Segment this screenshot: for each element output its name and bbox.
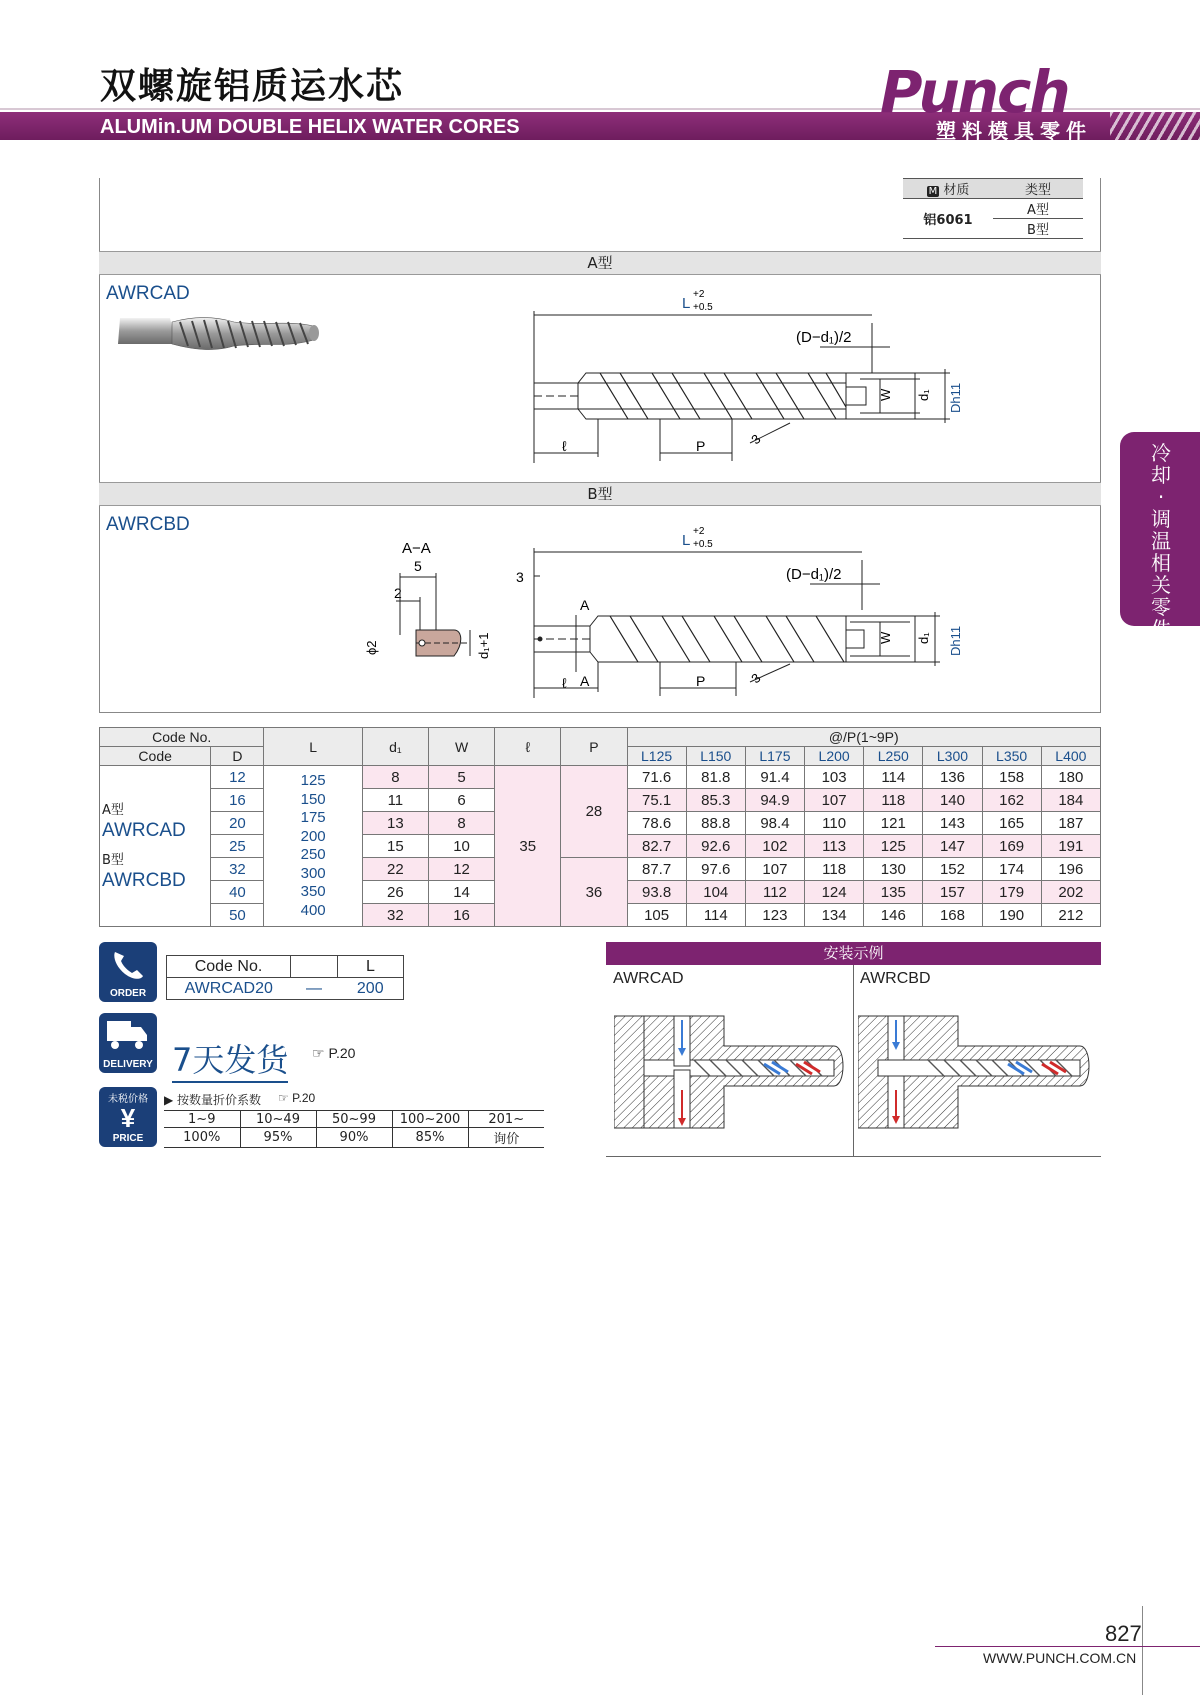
table-row: A型 AWRCAD B型 AWRCBD 12 125 150 175 200 250 300 350 400 8 5 35 28 71.6 81.8 91.4 103 114 136 158 180 [100,766,1101,789]
type-b-label: B型 [102,853,124,868]
type-a-code: AWRCAD [102,820,186,841]
l200-header: L200 [805,747,864,766]
section-b-bar: B型 [99,482,1101,506]
install-label-b: AWRCBD [860,970,931,987]
b-A-bottom: A [580,673,590,689]
delivery-ref[interactable]: ☞ P.20 [312,1045,356,1061]
table-row: 32 22 12 36 87.7 97.6 107 118 130 152 174 196 [100,858,1101,881]
section-dim-5: 5 [414,558,422,574]
l250-header: L250 [864,747,923,766]
material-header: M 材质 [903,179,993,199]
a-type-drawing [520,283,990,468]
l350-header: L350 [982,747,1041,766]
price-icon: 未税价格 ¥ PRICE [99,1087,157,1147]
order-icon: ORDER [99,942,157,1002]
table-row: 50 32 16 105 114 123 134 146 168 190 212 [100,904,1101,927]
a-L-tol-up: +2 [693,289,705,300]
install-divider [853,965,854,1157]
b-section-view [360,535,510,675]
ell-header: ℓ [495,728,561,766]
b-L-tol-down: +0.5 [693,539,713,550]
b-type-drawing [510,520,990,700]
a-L-label: L [682,295,691,312]
phone-icon [99,942,157,986]
page-title-cn: 双螺旋铝质运水芯 [100,66,405,107]
cell-W: 5 [428,766,494,789]
spec-table [99,727,1101,927]
cell-D: 40 [211,881,264,904]
model-codes-cell [100,766,211,927]
P-header: P [561,728,627,766]
type-a: A型 [993,199,1083,219]
section-phi2: ϕ2 [364,640,379,655]
b-Dh11-label: Dh11 [948,625,963,656]
b-L-tol-up: +2 [693,526,705,537]
install-drawing-a [614,1010,850,1134]
a-Dh11-label: Dh11 [948,382,963,413]
order-code-value: AWRCAD20 [167,978,291,1000]
b-d1-label: d₁ [916,632,931,644]
table-row: 20 13 8 78.6 88.8 98.4 110 121 143 165 187 [100,812,1101,835]
header-stripes [1110,112,1200,140]
model-label-a: AWRCAD [106,283,190,304]
code-no-header: Code No. [100,728,264,747]
page-number: 827 [1105,1621,1142,1646]
L-values-cell: 125 150 175 200 250 300 350 400 [264,766,362,927]
P-value-28: 28 [561,766,627,858]
b-3-label: 3 [748,670,764,687]
brand-subtitle: 塑料模具零件 [936,119,1092,143]
a-d1-label: d₁ [916,389,931,401]
page-title-en: ALUMin.UM DOUBLE HELIX WATER CORES [100,116,520,138]
b-ell-label: ℓ [562,675,567,691]
order-example-table [166,955,404,1000]
cell-D: 20 [211,812,264,835]
a-offset-label: (D−d₁)/2 [796,329,852,346]
type-header: 类型 [993,179,1083,199]
l175-header: L175 [745,747,804,766]
order-dash: — [291,978,338,1000]
ell-value-cell: 35 [495,766,561,927]
d1-header: d₁ [362,728,428,766]
delivery-days: 7天发货 [172,1035,288,1083]
a-3-label: 3 [748,431,764,448]
type-b: B型 [993,219,1083,239]
l400-header: L400 [1041,747,1100,766]
l150-header: L150 [686,747,745,766]
category-side-tab-label: 冷却·调温相关零件 [1151,441,1171,641]
b-A-top: A [580,597,590,613]
order-l-value: 200 [338,978,404,1000]
price-ref[interactable]: ☞ P.20 [278,1091,316,1105]
b-P-label: P [696,673,706,689]
product-photo [114,312,324,354]
website-link[interactable]: WWW.PUNCH.COM.CN [983,1650,1137,1666]
b-W-label: W [878,631,893,644]
brand-logo: Punch [880,58,1069,126]
section-aa-title: A−A [402,540,431,557]
install-drawing-b [858,1010,1098,1134]
b-L-label: L [682,532,691,549]
section-a-bar: A型 [99,251,1101,275]
a-ell-label: ℓ [562,438,567,454]
cell-D: 12 [211,766,264,789]
a-L-tol-down: +0.5 [693,302,713,313]
yen-icon: ¥ [120,1103,136,1133]
table-row: 40 26 14 93.8 104 112 124 135 157 179 202 [100,881,1101,904]
l125-header: L125 [627,747,686,766]
material-table [903,178,1083,239]
b-offset-label: (D−d₁)/2 [786,566,842,583]
material-m-icon: M [928,186,938,197]
l300-header: L300 [923,747,982,766]
material-value: 铝6061 [903,199,993,239]
type-a-label: A型 [102,803,124,818]
code-header: Code [100,747,211,766]
b-3-top-label: 3 [516,569,524,585]
a-P-label: P [696,438,706,454]
group-header: @/P(1~9P) [627,728,1100,747]
order-code-header: Code No. [167,956,291,978]
table-row: 25 15 10 82.7 92.6 102 113 125 147 169 191 [100,835,1101,858]
truck-icon [99,1013,157,1057]
type-b-code: AWRCBD [102,870,186,891]
table-row: 16 11 6 75.1 85.3 94.9 107 118 140 162 184 [100,789,1101,812]
cell-D: 25 [211,835,264,858]
P-value-36: 36 [561,858,627,927]
W-header: W [428,728,494,766]
install-example-bar: 安装示例 [606,942,1101,965]
cell-D: 16 [211,789,264,812]
section-dim-2: 2 [394,585,402,601]
cell-D: 50 [211,904,264,927]
section-d1plus1: d₁+1 [476,632,491,659]
price-discount-table: 1~9 10~49 50~99 100~200 201~ 100% 95% 90% 85% 询价 [164,1110,544,1148]
a-W-label: W [878,388,893,401]
install-label-a: AWRCAD [613,970,684,987]
D-header: D [211,747,264,766]
price-discount-title: ▶ 按数量折价系数 [164,1093,262,1107]
footer-vertical-rule [1142,1606,1143,1695]
model-label-b: AWRCBD [106,514,190,535]
delivery-icon: DELIVERY [99,1013,157,1073]
footer-horizontal-rule [935,1646,1200,1647]
order-l-header: L [338,956,404,978]
cell-d1: 8 [362,766,428,789]
cell-D: 32 [211,858,264,881]
L-header: L [264,728,362,766]
